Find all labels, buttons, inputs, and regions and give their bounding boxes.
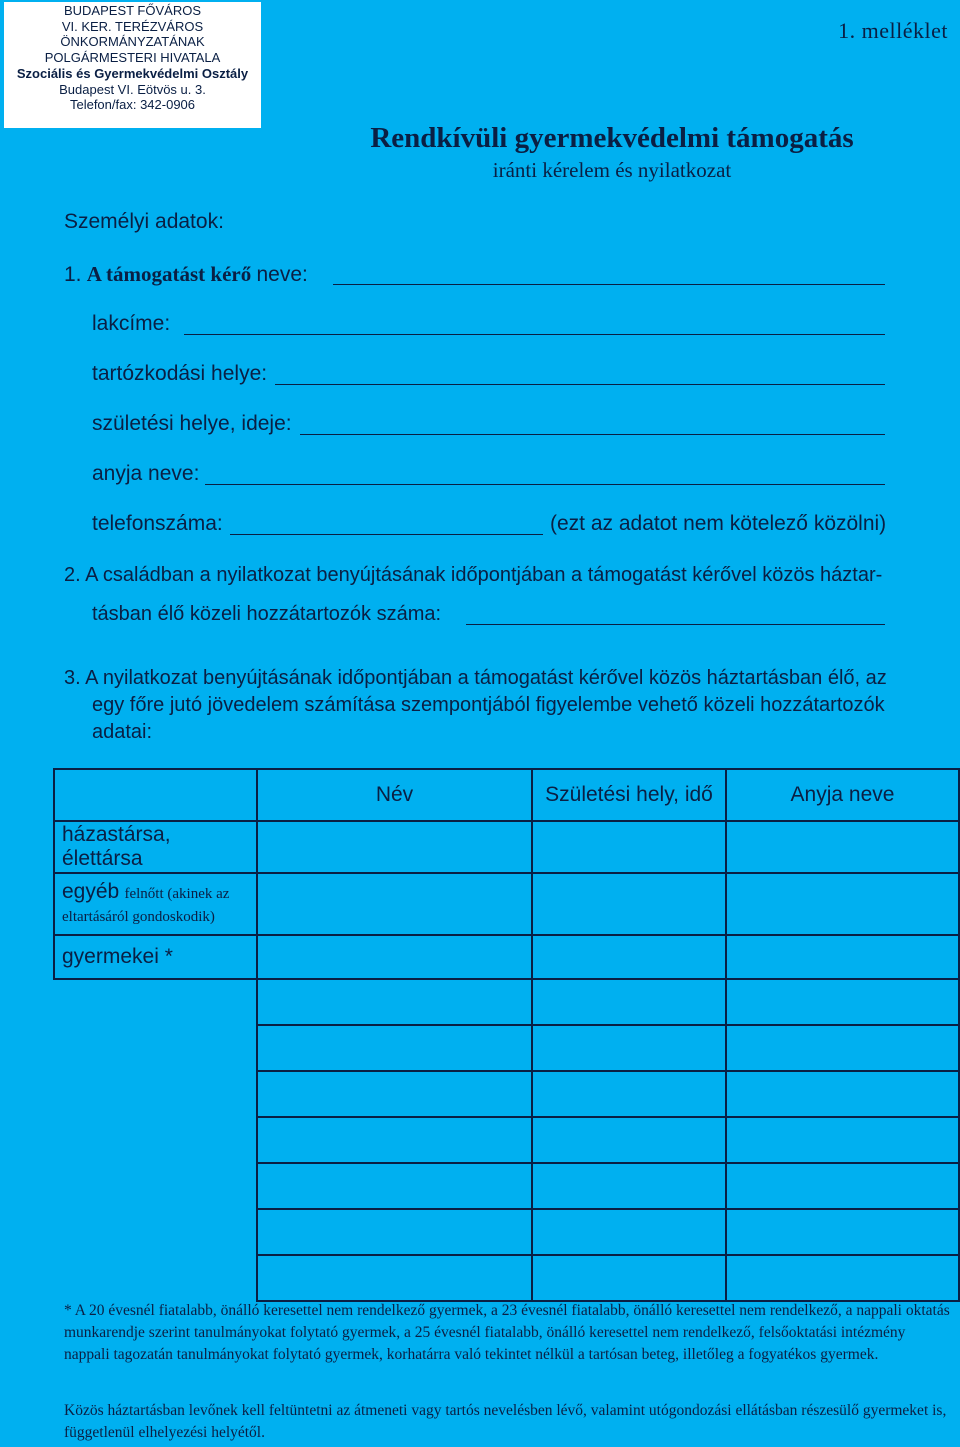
- row-other-label: [54, 873, 257, 935]
- table-cell[interactable]: [532, 873, 726, 935]
- table-cell[interactable]: [726, 935, 959, 979]
- table-cell[interactable]: [726, 821, 959, 873]
- table-row: [54, 1163, 959, 1209]
- table-cell[interactable]: [532, 1209, 726, 1255]
- table-spacer: [54, 1209, 257, 1255]
- q3-line3: adatai:: [92, 721, 153, 743]
- table-cell[interactable]: [532, 1255, 726, 1301]
- table-cell[interactable]: [257, 1209, 532, 1255]
- table-spacer: [54, 1163, 257, 1209]
- table-spacer: [54, 1117, 257, 1163]
- q3-line2: egy főre jutó jövedelem számítása szempontjából figyelembe vehető közeli hozzátartozók: [92, 694, 885, 716]
- table-cell[interactable]: [726, 1209, 959, 1255]
- birth-field[interactable]: [300, 434, 885, 435]
- annex-label: 1. melléklet: [838, 18, 948, 43]
- mother-label: anyja neve:: [92, 462, 200, 485]
- table-spacer: [54, 1025, 257, 1071]
- table-cell[interactable]: [726, 873, 959, 935]
- table-cell[interactable]: [726, 1163, 959, 1209]
- residence-label: tartózkodási helye:: [92, 362, 268, 385]
- name-field[interactable]: [333, 284, 885, 285]
- header-address: Budapest VI. Eötvös u. 3.: [59, 81, 206, 97]
- q2-line2: tásban élő közeli hozzátartozók száma:: [92, 603, 442, 625]
- table-cell[interactable]: [726, 1117, 959, 1163]
- table-spacer: [54, 1071, 257, 1117]
- table-cell[interactable]: [726, 1071, 959, 1117]
- header-phone: Telefon/fax: 342-0906: [69, 97, 196, 113]
- table-row: [54, 935, 959, 979]
- header-line: VI. KER. TERÉZVÁROS: [61, 18, 204, 34]
- table-header-row: [54, 769, 959, 821]
- table-cell[interactable]: [257, 1163, 532, 1209]
- row-other-big: egyéb: [62, 880, 120, 903]
- q1-bold-label: A támogatást kérő: [86, 262, 252, 286]
- col-name-header: Név: [257, 769, 532, 821]
- footnote-household: Közös háztartásban levőnek kell feltüntetni az átmeneti vagy tartós nevelésben lévő, valamint utógondozási ellátásban részesülő gyermeket is, függetlenül elhelyezési helyétől.: [64, 1402, 947, 1441]
- table-cell[interactable]: [532, 821, 726, 873]
- col-mother-header: Anyja neve: [726, 769, 959, 821]
- table-cell[interactable]: [726, 1255, 959, 1301]
- residence-field[interactable]: [275, 384, 885, 385]
- table-cell[interactable]: [257, 1117, 532, 1163]
- phone-label: telefonszáma:: [92, 512, 223, 535]
- table-row: [54, 873, 959, 935]
- table-cell[interactable]: [257, 979, 532, 1025]
- table-cell[interactable]: [532, 1163, 726, 1209]
- table-row: [54, 1117, 959, 1163]
- table-cell[interactable]: [532, 1071, 726, 1117]
- page-subtitle: iránti kérelem és nyilatkozat: [492, 158, 732, 182]
- col-birth-header: Születési hely, idő: [532, 769, 726, 821]
- section-heading: Személyi adatok:: [64, 210, 224, 233]
- address-field[interactable]: [184, 334, 885, 335]
- table-corner-cell: [54, 769, 257, 821]
- household-count-field[interactable]: [466, 624, 885, 625]
- table-cell[interactable]: [257, 935, 532, 979]
- office-header: [4, 2, 261, 128]
- table-cell[interactable]: [257, 1025, 532, 1071]
- table-cell[interactable]: [532, 979, 726, 1025]
- relatives-table: [53, 768, 960, 1302]
- header-line: BUDAPEST FŐVÁROS: [63, 3, 201, 18]
- table-cell[interactable]: [532, 1025, 726, 1071]
- table-cell[interactable]: [257, 821, 532, 873]
- q3-line1: 3. A nyilatkozat benyújtásának időpontjában a támogatást kérővel közös háztartásban élő, az: [64, 667, 887, 689]
- header-line: ÖNKORMÁNYZATÁNAK: [60, 34, 205, 50]
- address-label: lakcíme:: [92, 312, 171, 335]
- header-dept: Szociális és Gyermekvédelmi Osztály: [16, 65, 249, 81]
- table-cell[interactable]: [726, 1025, 959, 1071]
- table-cell[interactable]: [532, 1117, 726, 1163]
- footnote-children: * A 20 évesnél fiatalabb, önálló keresettel nem rendelkező gyermek, a 23 évesnél fiatalabb, önálló keresettel nem rendelkező, a nappali oktatás munkarendje szerint tanulmányokat folytató gyermek, a 25 évesnél fiatalabb, önálló keresettel nem rendelkező, felsőoktatási intézmény nappali tagozatán tanulmányokat folytató gyermek, korhatárra való tekintet nélkül a tartósan beteg, illetőleg a fogyatékos gyermek.: [64, 1302, 950, 1363]
- q1-name-label: neve:: [256, 263, 308, 286]
- birth-label: születési helye, ideje:: [92, 412, 292, 435]
- q2-line1: 2. A családban a nyilatkozat benyújtásának időpontjában a támogatást kérővel közös háztar-: [64, 564, 883, 586]
- q1-number: 1.: [64, 263, 82, 286]
- table-row: [54, 1255, 959, 1301]
- phone-note: (ezt az adatot nem kötelező közölni): [550, 512, 887, 535]
- table-cell[interactable]: [257, 873, 532, 935]
- table-row: [54, 821, 959, 873]
- header-line: POLGÁRMESTERI HIVATALA: [44, 50, 221, 66]
- row-other-small2: eltartásáról gondoskodik): [62, 909, 215, 925]
- q1-name-row: [64, 262, 308, 290]
- mother-name-field[interactable]: [205, 484, 885, 485]
- table-cell[interactable]: [257, 1071, 532, 1117]
- table-cell[interactable]: [257, 1255, 532, 1301]
- row-child-label: gyermekei *: [54, 935, 257, 979]
- table-cell[interactable]: [726, 979, 959, 1025]
- phone-field[interactable]: [230, 534, 543, 535]
- table-row: [54, 1025, 959, 1071]
- row-spouse-label: házastársa, élettársa: [54, 821, 257, 873]
- table-cell[interactable]: [532, 935, 726, 979]
- row-other-small1: felnőtt (akinek az: [124, 886, 230, 902]
- table-spacer: [54, 1255, 257, 1301]
- table-spacer: [54, 979, 257, 1025]
- table-row: [54, 979, 959, 1025]
- table-row: [54, 1071, 959, 1117]
- table-row: [54, 1209, 959, 1255]
- page-title: Rendkívüli gyermekvédelmi támogatás: [370, 122, 854, 154]
